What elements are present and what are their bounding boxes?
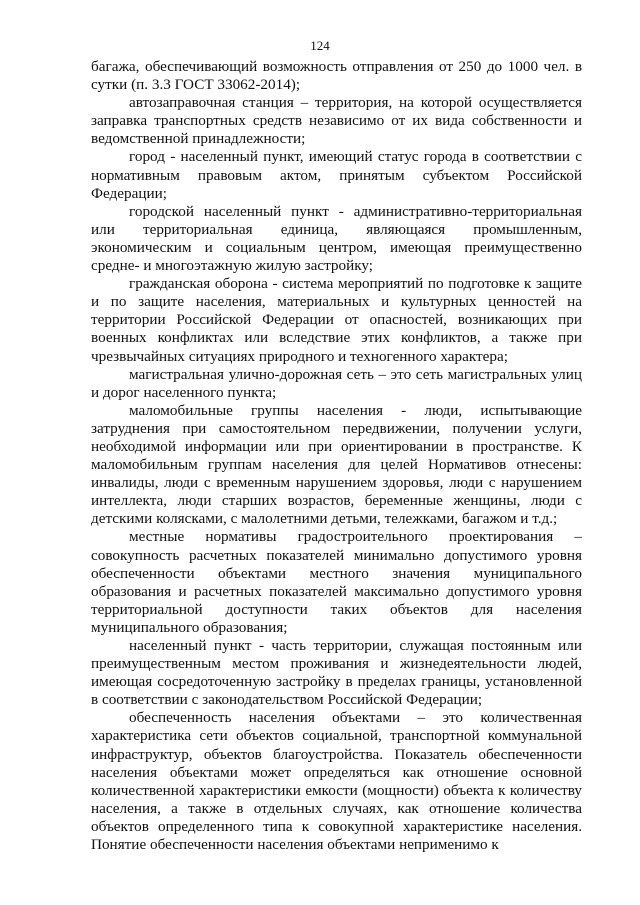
paragraph-continuation: багажа, обеспечивающий возможность отправления от 250 до 1000 чел. в сутки (п. 3.3 ГОСТ 33062-2014); bbox=[91, 58, 582, 94]
definition-settlement: населенный пункт - часть территории, служащая постоянным или преимущественным местом проживания и жизнедеятельности людей, имеющая сосредоточенную застройку в пределах границы, установленной в соответствии с законодательством Российской Федерации; bbox=[91, 637, 582, 709]
definition-city: город - населенный пункт, имеющий статус города в соответствии с нормативным правовым актом, принятым субъектом Российской Федерации; bbox=[91, 148, 582, 202]
definition-urban-settlement: городской населенный пункт - административно-территориальная или территориальная единица, являющаяся промышленным, экономическим и социальным центром, имеющая преимущественно средне- и многоэтажную жилую застройку; bbox=[91, 202, 582, 275]
definition-civil-defense: гражданская оборона - система мероприятий по подготовке к защите и по защите населения, материальных и культурных ценностей на территории Российской Федерации от опасностей, возникающих при военных конфликтах или вследствие этих конфликтов, а также при чрезвычайных ситуациях природного и техногенного характера; bbox=[91, 275, 582, 365]
definition-gas-station: автозаправочная станция – территория, на которой осуществляется заправка транспортных средств независимо от их вида собственности и ведомственной принадлежности; bbox=[91, 94, 582, 148]
definition-provision: обеспеченность населения объектами – это количественная характеристика сети объектов социальной, транспортной коммунальной инфраструктур, объектов благоустройства. Показатель обеспеченности населения объектами может определяться как отношение основной количественной характеристики емкости (мощности) объекта к количеству населения, а также в отдельных случаях, как отношение количества объектов определенного типа к совокупной характеристике населения. Понятие обеспеченности населения объектами неприменимо к bbox=[91, 709, 582, 854]
definition-main-road-network: магистральная улично-дорожная сеть – это сеть магистральных улиц и дорог населенного пункта; bbox=[91, 365, 582, 401]
page-number: 124 bbox=[310, 38, 330, 53]
document-body bbox=[91, 58, 582, 854]
definition-low-mobility-groups: маломобильные группы населения - люди, испытывающие затруднения при самостоятельном передвижении, получении услуги, необходимой информации или при ориентировании в пространстве. К маломобильным группам населения для целей Нормативов отнесены: инвалиды, люди с временным нарушением здоровья, люди с нарушением интеллекта, люди старших возрастов, беременные женщины, люди с детскими колясками, с малолетними детьми, тележками, багажом и т.д.; bbox=[91, 401, 582, 528]
definition-local-planning-standards: местные нормативы градостроительного проектирования – совокупность расчетных показателей минимально допустимого уровня обеспеченности объектами местного значения муниципального образования и расчетных показателей максимально допустимого уровня территориальной доступности таких объектов для населения муниципального образования; bbox=[91, 528, 582, 636]
